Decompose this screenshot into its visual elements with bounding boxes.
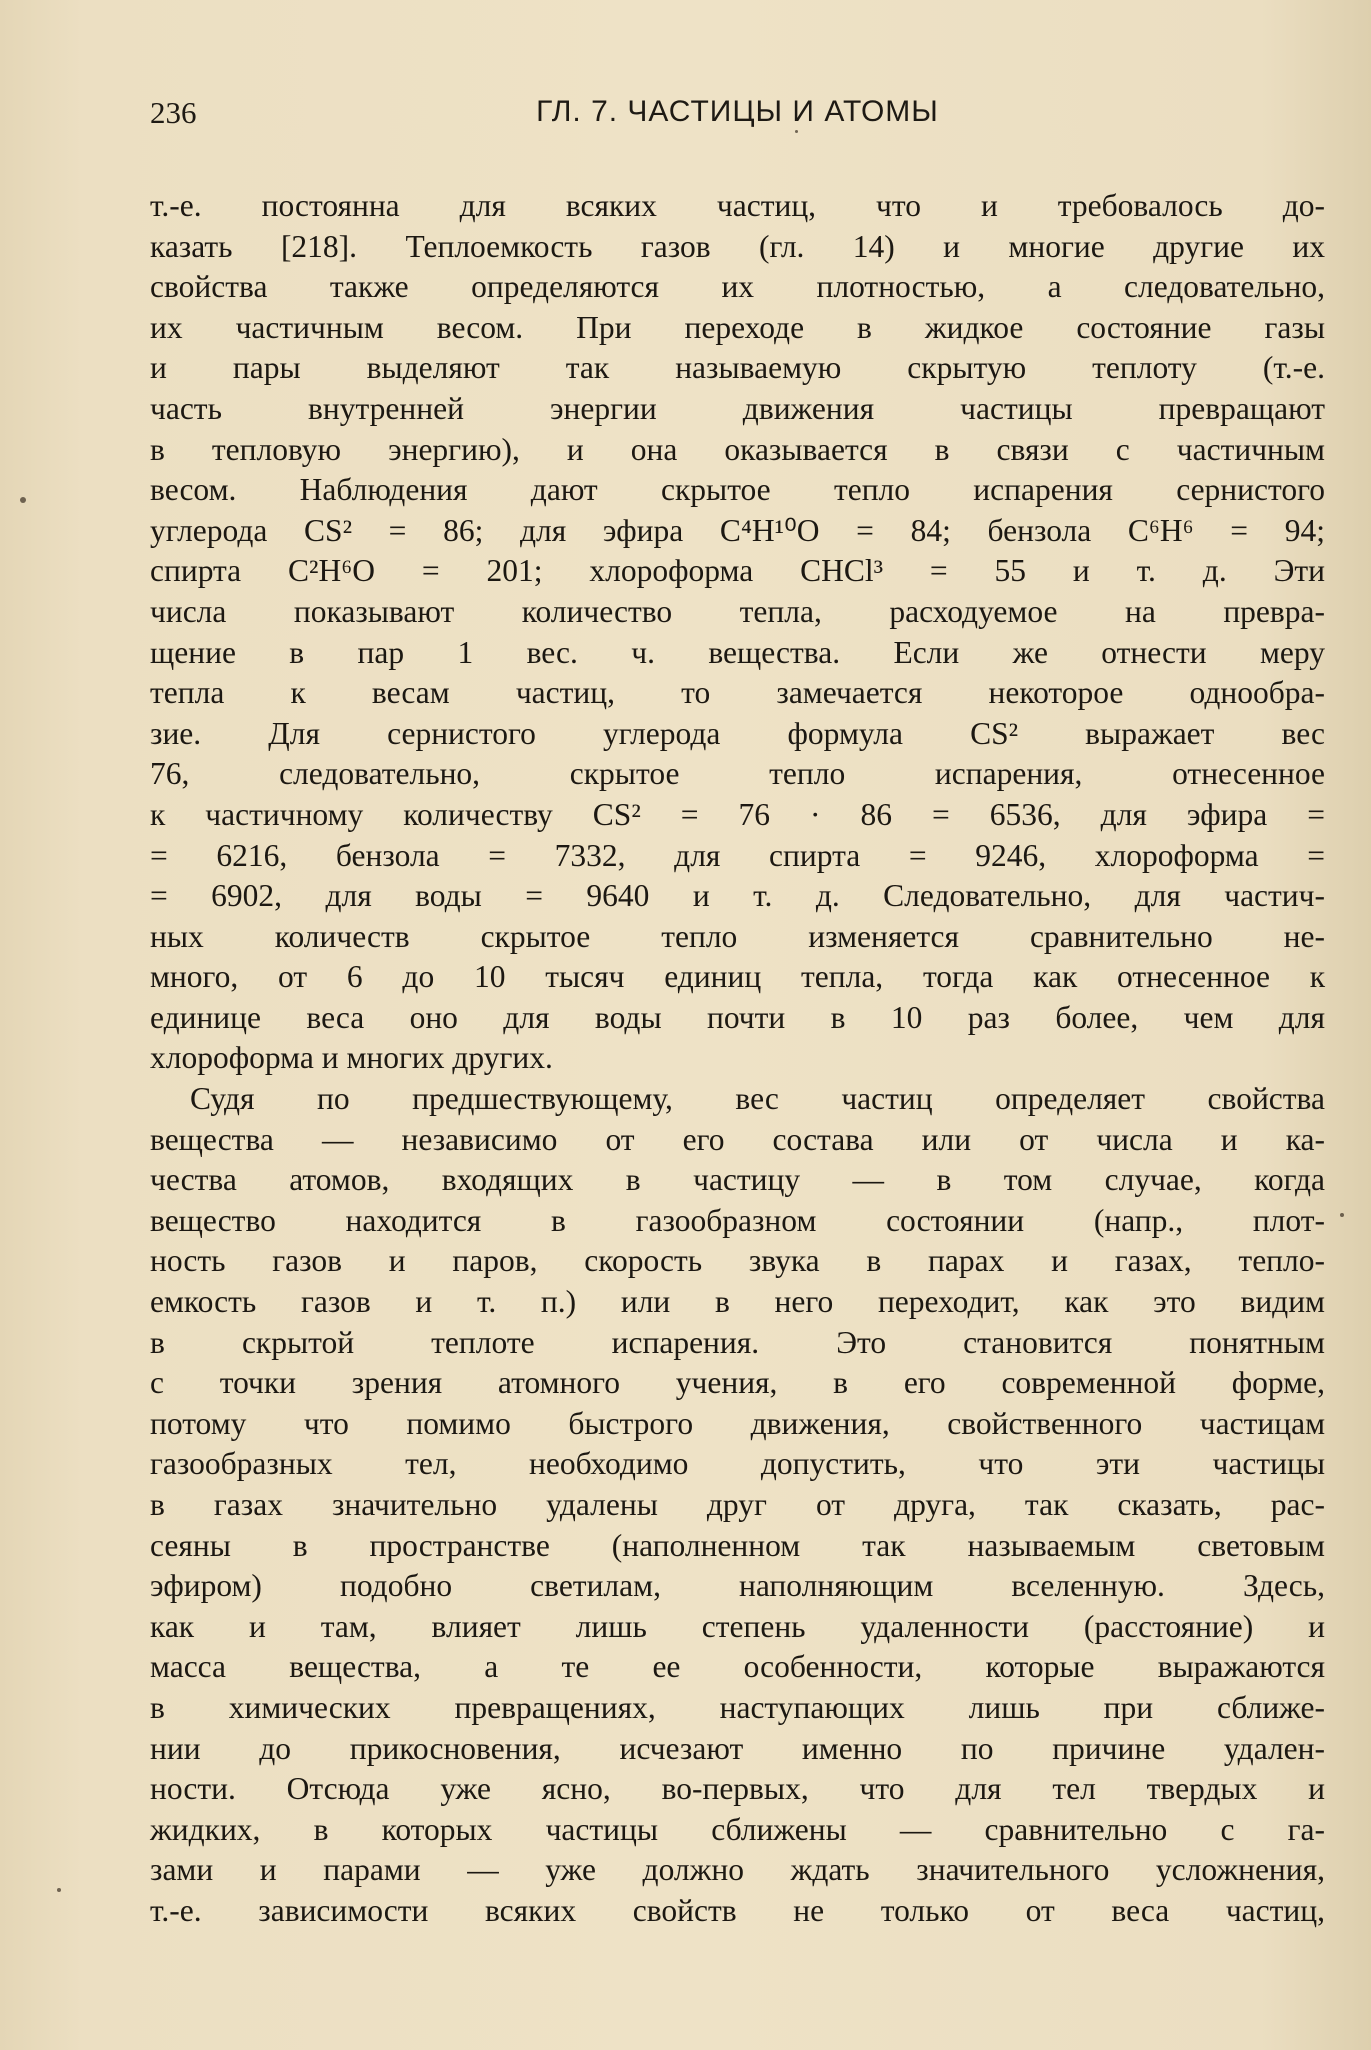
text-line: сеяны в пространстве (наполненном так называемым световым [150,1527,1325,1563]
text-line: зами и парами — уже должно ждать значительного усложнения, [150,1852,1325,1888]
text-line: масса вещества, а те ее особенности, которые выражаются [150,1649,1325,1685]
text-line: зие. Для сернистого углерода формула CS² выражает вес [150,715,1325,751]
text-line: с точки зрения атомного учения, в его современной форме, [150,1365,1325,1401]
text-line: вещества — независимо от его состава или от числа и ка- [150,1121,1325,1157]
text-line: тепла к весам частиц, то замечается некоторое однообра- [150,675,1325,711]
text-line: емкость газов и т. п.) или в него переходит, как это видим [150,1284,1325,1320]
text-line: щение в пар 1 вес. ч. вещества. Если же отнести меру [150,634,1325,670]
paragraph-start-line: Судя по предшествующему, вес частиц определяет свойства [190,1081,1325,1117]
text-line: ных количеств скрытое тепло изменяется сравнительно не- [150,918,1325,954]
page-number: 236 [150,95,197,130]
print-speck [57,1888,61,1892]
text-line: единице веса оно для воды почти в 10 раз более, чем для [150,999,1325,1035]
text-line: = 6216, бензола = 7332, для спирта = 9246, хлороформа = [150,837,1325,873]
text-line: к частичному количеству CS² = 76 · 86 = 6536, для эфира = [150,796,1325,832]
body-text [150,186,1325,1932]
text-line: их частичным весом. При переходе в жидкое состояние газы [150,309,1325,345]
text-line: в тепловую энергию), и она оказывается в связи с частичным [150,431,1325,467]
text-line: углерода CS² = 86; для эфира C⁴H¹⁰O = 84; бензола C⁶H⁶ = 94; [150,512,1325,548]
text-line: т.-е. зависимости всяких свойств не только от веса частиц, [150,1892,1325,1928]
text-line: эфиром) подобно светилам, наполняющим вселенную. Здесь, [150,1568,1325,1604]
text-line: нии до прикосновения, исчезают именно по причине удален- [150,1730,1325,1766]
text-line: казать [218]. Теплоемкость газов (гл. 14) и многие другие их [150,228,1325,264]
text-line: т.-е. постоянна для всяких частиц, что и требовалось до- [150,188,1325,223]
text-line: весом. Наблюдения дают скрытое тепло испарения сернистого [150,472,1325,508]
text-line: в скрытой теплоте испарения. Это становится понятным [150,1324,1325,1360]
text-line: как и там, влияет лишь степень удаленности (расстояние) и [150,1608,1325,1644]
text-line: жидких, в которых частицы сближены — сравнительно с га- [150,1811,1325,1847]
text-line: = 6902, для воды = 9640 и т. д. Следовательно, для частич- [150,878,1325,914]
text-line: потому что помимо быстрого движения, свойственного частицам [150,1405,1325,1441]
text-line: спирта C²H⁶O = 201; хлороформа CHCl³ = 55 и т. д. Эти [150,553,1325,589]
page-header [150,95,1325,141]
paragraph-end-line: хлороформа и многих других. [150,1040,553,1076]
print-speck [795,130,798,133]
text-line: чества атомов, входящих в частицу — в том случае, когда [150,1162,1325,1198]
text-line: часть внутренней энергии движения частицы превращают [150,390,1325,426]
print-speck [1340,1213,1344,1217]
text-line: ности. Отсюда уже ясно, во-первых, что для тел твердых и [150,1771,1325,1807]
text-line: ность газов и паров, скорость звука в парах и газах, тепло- [150,1243,1325,1279]
text-line: числа показывают количество тепла, расходуемое на превра- [150,593,1325,629]
text-line: вещество находится в газообразном состоянии (напр., плот- [150,1202,1325,1238]
text-line: свойства также определяются их плотностью, а следовательно, [150,269,1325,305]
print-speck [20,497,26,503]
text-line: и пары выделяют так называемую скрытую теплоту (т.-е. [150,350,1325,386]
text-line: в химических превращениях, наступающих лишь при сближе- [150,1689,1325,1725]
text-line: много, от 6 до 10 тысяч единиц тепла, тогда как отнесенное к [150,959,1325,995]
text-line: газообразных тел, необходимо допустить, что эти частицы [150,1446,1325,1482]
running-head: ГЛ. 7. ЧАСТИЦЫ И АТОМЫ [536,95,939,128]
text-line: в газах значительно удалены друг от друга, так сказать, рас- [150,1487,1325,1522]
text-line: 76, следовательно, скрытое тепло испарения, отнесенное [150,756,1325,792]
